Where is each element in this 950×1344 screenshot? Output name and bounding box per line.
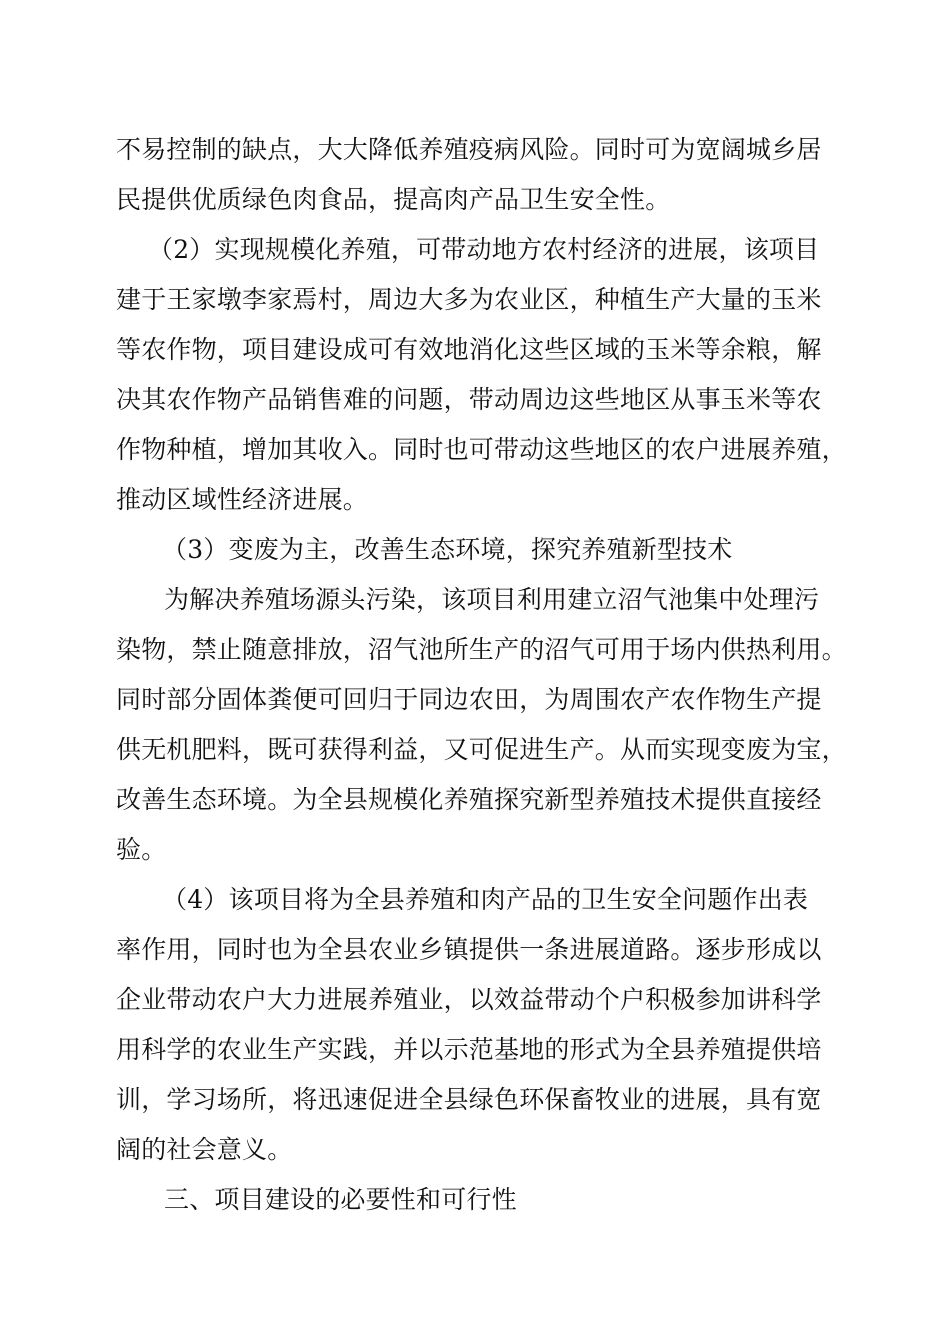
body-line: 用科学的农业生产实践，并以示范基地的形式为全县养殖提供培: [116, 1035, 822, 1064]
body-line: 等农作物，项目建设成可有效地消化这些区域的玉米等余粮，解: [116, 335, 822, 364]
list-item-heading: （3）变废为主，改善生态环境，探究养殖新型技术: [162, 535, 733, 564]
body-line: 推动区域性经济进展。: [116, 485, 369, 514]
body-line: 训，学习场所，将迅速促进全县绿色环保畜牧业的进展，具有宽: [116, 1085, 822, 1114]
list-item-heading: （4）该项目将为全县养殖和肉产品的卫生安全问题作出表: [162, 885, 809, 914]
list-item-heading: （2）实现规模化养殖，可带动地方农村经济的进展，该项目: [148, 235, 820, 264]
body-line: 建于王家墩李家焉村，周边大多为农业区，种植生产大量的玉米: [116, 285, 822, 314]
body-line: 供无机肥料，既可获得利益，又可促进生产。从而实现变废为宝，: [116, 735, 847, 764]
body-line: 为解决养殖场源头污染，该项目利用建立沼气池集中处理污: [164, 585, 820, 614]
body-line: 阔的社会意义。: [116, 1135, 293, 1164]
body-line: 企业带动农户大力进展养殖业，以效益带动个户积极参加讲科学: [116, 985, 822, 1014]
body-line: 验。: [116, 835, 167, 864]
body-line: 作物种植，增加其收入。同时也可带动这些地区的农户进展养殖，: [116, 435, 847, 464]
body-line: 同时部分固体粪便可回归于同边农田，为周围农产农作物生产提: [116, 685, 822, 714]
section-heading: 三、项目建设的必要性和可行性: [164, 1185, 517, 1214]
body-line: 民提供优质绿色肉食品，提高肉产品卫生安全性。: [116, 185, 671, 214]
body-line: 不易控制的缺点，大大降低养殖疫病风险。同时可为宽阔城乡居: [116, 135, 822, 164]
body-line: 染物，禁止随意排放，沼气池所生产的沼气可用于场内供热利用。: [116, 635, 847, 664]
body-line: 决其农作物产品销售难的问题，带动周边这些地区从事玉米等农: [116, 385, 822, 414]
body-line: 改善生态环境。为全县规模化养殖探究新型养殖技术提供直接经: [116, 785, 822, 814]
body-line: 率作用，同时也为全县农业乡镇提供一条进展道路。逐步形成以: [116, 935, 822, 964]
